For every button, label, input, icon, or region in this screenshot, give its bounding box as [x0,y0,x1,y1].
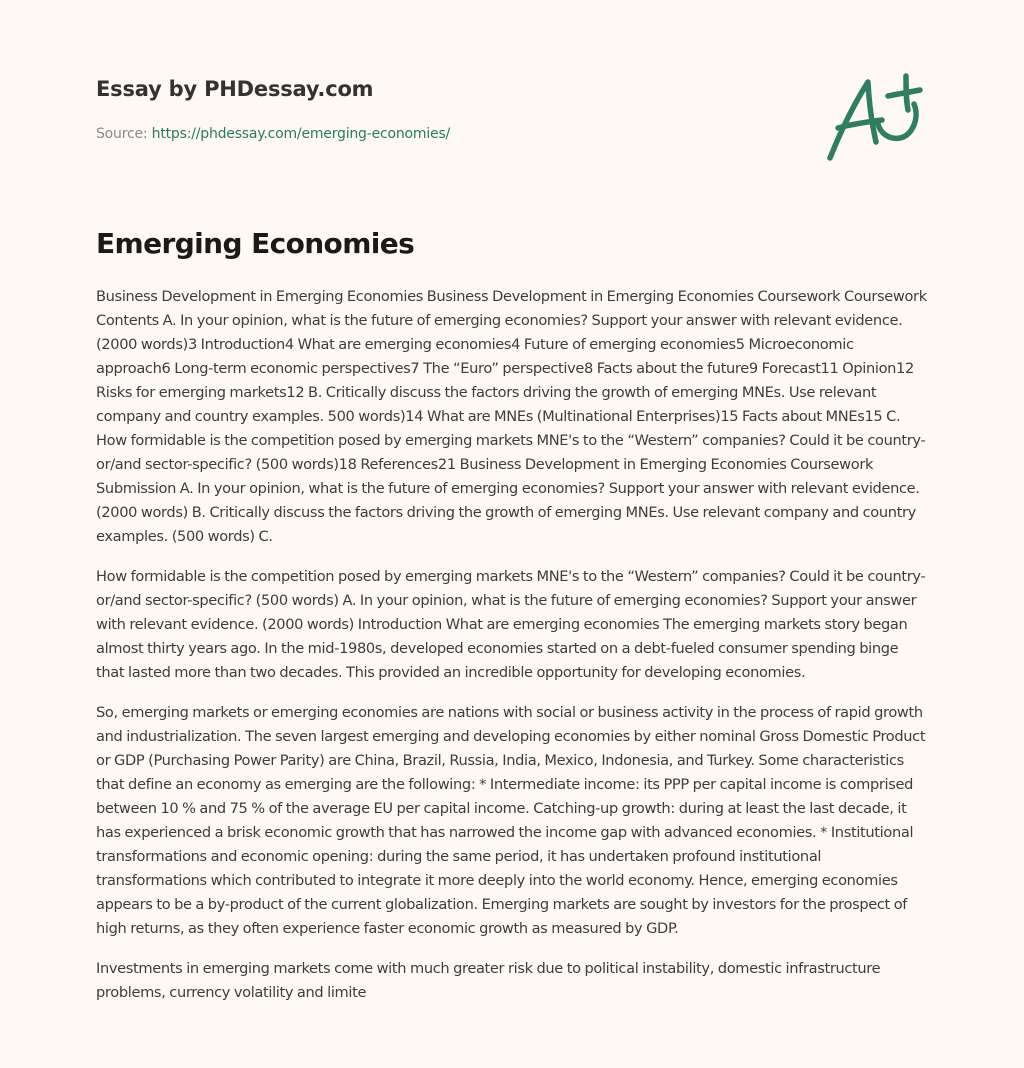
essay-paragraph: How formidable is the competition posed by emerging markets MNE's to the “Western” companies? Could it be country- or/and sector-specific? (500 words) A. In your opinion, what is the future of emerging economies? Support your answer with relevant evidence. (2000 words) Introduction What are emerging economies The emerging markets story began almost thirty years ago. In the mid-1980s, developed economies started on a debt-fueled consumer spending binge that lasted more than two decades. This provided an incredible opportunity for developing economies. [96,568,926,681]
a-plus-grade-icon [820,66,930,166]
essay-paragraph: Business Development in Emerging Economies Business Development in Emerging Economies Coursework Coursework Contents A. In your opinion, what is the future of emerging economies? Support your answer with relevant evidence. (2000 words)3 Introduction4 What are emerging economies4 Future of emerging economies5 Microeconomic approach6 Long-term economic perspectives7 The “Euro” perspective8 Facts about the future9 Forecast11 Opinion12 Risks for emerging markets12 B. Critically discuss the factors driving the growth of emerging MNEs. Use relevant company and country examples. 500 words)14 What are MNEs (Multinational Enterprises)15 Facts about MNEs15 C. How formidable is the competition posed by emerging markets MNE's to the “Western” companies? Could it be country- or/and sector-specific? (500 words)18 References21 Business Development in Emerging Economies Coursework Submission A. In your opinion, what is the future of emerging economies? Support your answer with relevant evidence. (2000 words) B. Critically discuss the factors driving the growth of emerging MNEs. Use relevant company and country examples. (500 words) C. [96,288,927,545]
source-label: Source: [96,126,148,142]
essay-paragraph: So, emerging markets or emerging economies are nations with social or business activity in the process of rapid growth and industrialization. The seven largest emerging and developing economies by either nominal Gross Domestic Product or GDP (Purchasing Power Parity) are China, Brazil, Russia, India, Mexico, Indonesia, and Turkey. Some characteristics that define an economy as emerging are the following: * Intermediate income: its PPP per capital income is comprised between 10 % and 75 % of the average EU per capital income. Catching-up growth: during at least the last decade, it has experienced a brisk economic growth that has narrowed the income gap with advanced economies. * Institutional transformations and economic opening: during the same period, it has undertaken profound institutional transformations which contributed to integrate it more deeply into the world economy. Hence, emerging economies appears to be a by-product of the current globalization. Emerging markets are sought by investors for the prospect of high returns, as they often experience faster economic growth as measured by GDP. [96,704,926,937]
essay-body [96,285,928,1021]
page-header [96,74,796,144]
source-line [96,124,796,144]
site-title: Essay by PHDessay.com [96,77,374,101]
essay-paragraph: Investments in emerging markets come with much greater risk due to political instability, domestic infrastructure problems, currency volatility and limite [96,960,881,1001]
essay-title: Emerging Economies [96,227,415,260]
source-link[interactable]: https://phdessay.com/emerging-economies/ [151,126,451,142]
